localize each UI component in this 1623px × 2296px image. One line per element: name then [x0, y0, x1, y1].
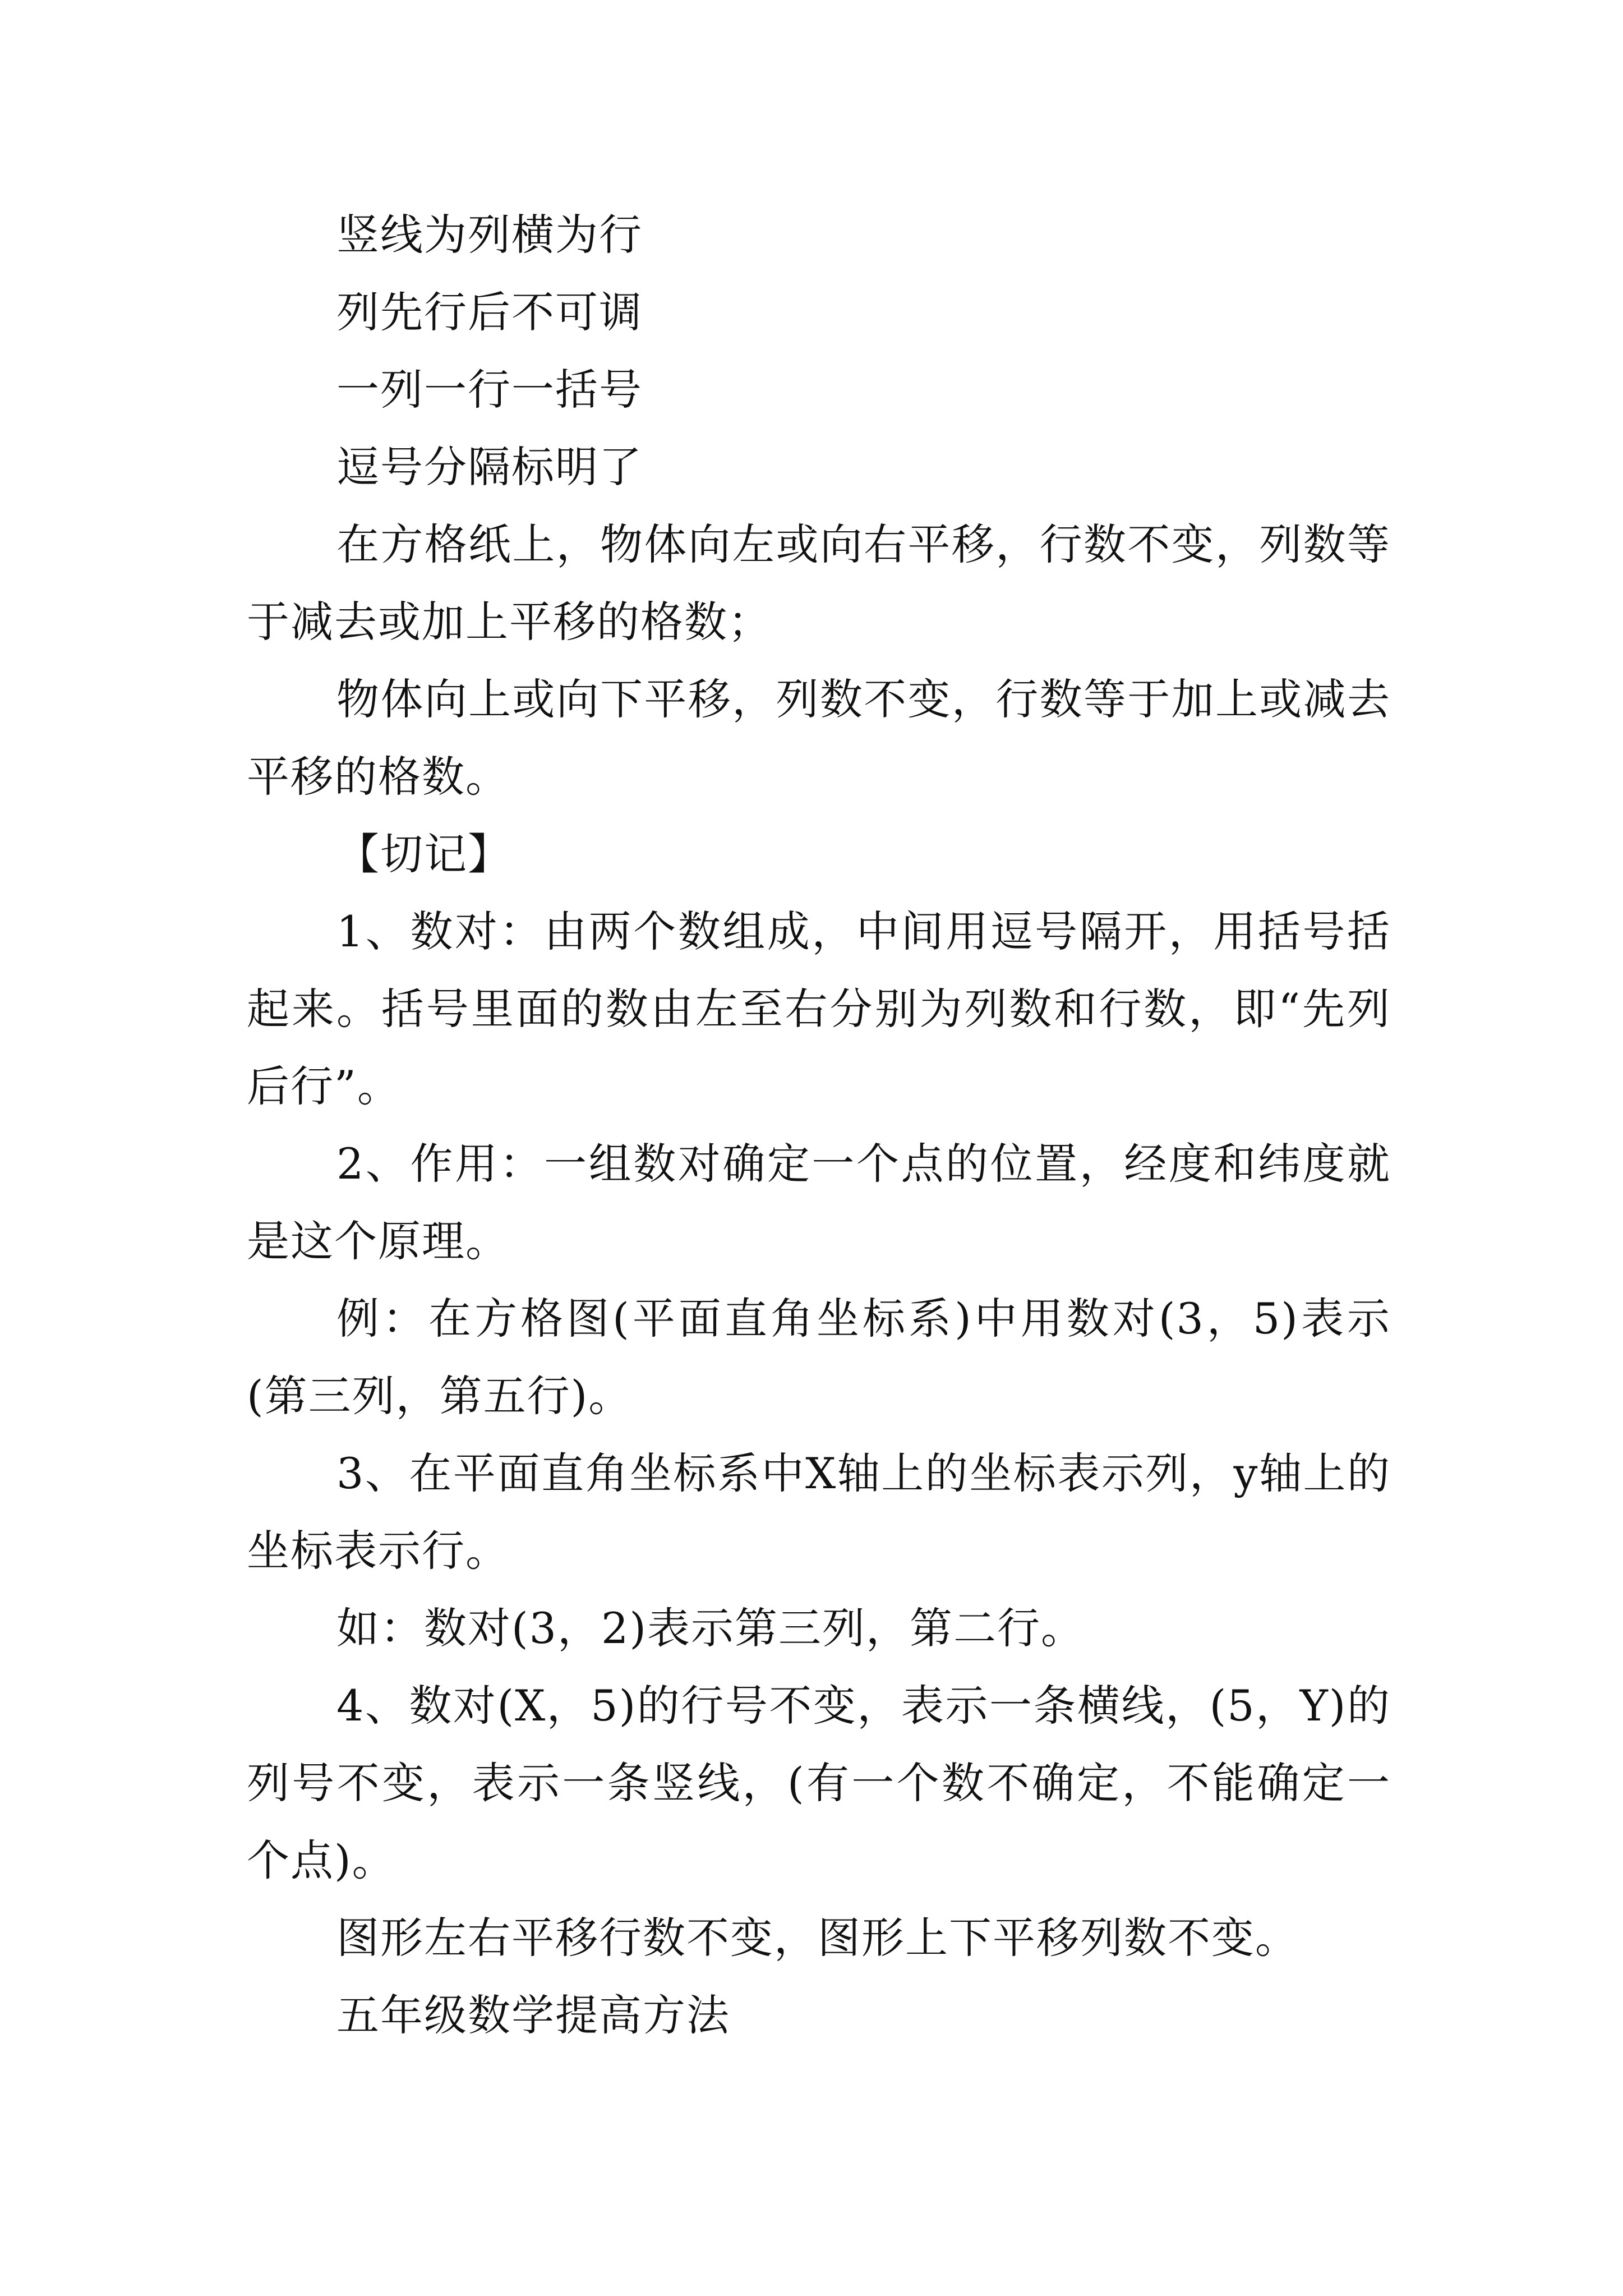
document-body — [247, 196, 1391, 2054]
section-heading: 【切记】 — [336, 829, 511, 879]
paragraph-4: 逗号分隔标明了 — [336, 442, 643, 492]
paragraph-5: 在方格纸上，物体向左或向右平移，行数不变，列数等于减去或加上平移的格数； — [247, 519, 1391, 647]
paragraph-14: 图形左右平移行数不变，图形上下平移列数不变。 — [336, 1913, 1299, 1963]
paragraph-12: 如：数对(3，2)表示第三列，第二行。 — [336, 1603, 1085, 1653]
paragraph-6: 物体向上或向下平移，列数不变，行数等于加上或减去平移的格数。 — [247, 674, 1391, 802]
paragraph-10: 例：在方格图(平面直角坐标系)中用数对(3，5)表示(第三列，第五行)。 — [247, 1294, 1391, 1421]
paragraph-9: 2、作用：一组数对确定一个点的位置，经度和纬度就是这个原理。 — [247, 1139, 1391, 1266]
paragraph-15: 五年级数学提高方法 — [336, 1990, 730, 2040]
paragraph-3: 一列一行一括号 — [336, 365, 643, 415]
paragraph-1: 竖线为列横为行 — [336, 210, 643, 260]
paragraph-13: 4、数对(X，5)的行号不变，表示一条横线，(5，Y)的列号不变，表示一条竖线，(有一个数不确定，不能确定一个点)。 — [247, 1681, 1391, 1885]
paragraph-8: 1、数对：由两个数组成，中间用逗号隔开，用括号括起来。括号里面的数由左至右分别为列数和行数，即“先列后行”。 — [247, 907, 1391, 1111]
paragraph-2: 列先行后不可调 — [336, 287, 643, 337]
paragraph-11: 3、在平面直角坐标系中X轴上的坐标表示列，y轴上的坐标表示行。 — [247, 1448, 1391, 1576]
